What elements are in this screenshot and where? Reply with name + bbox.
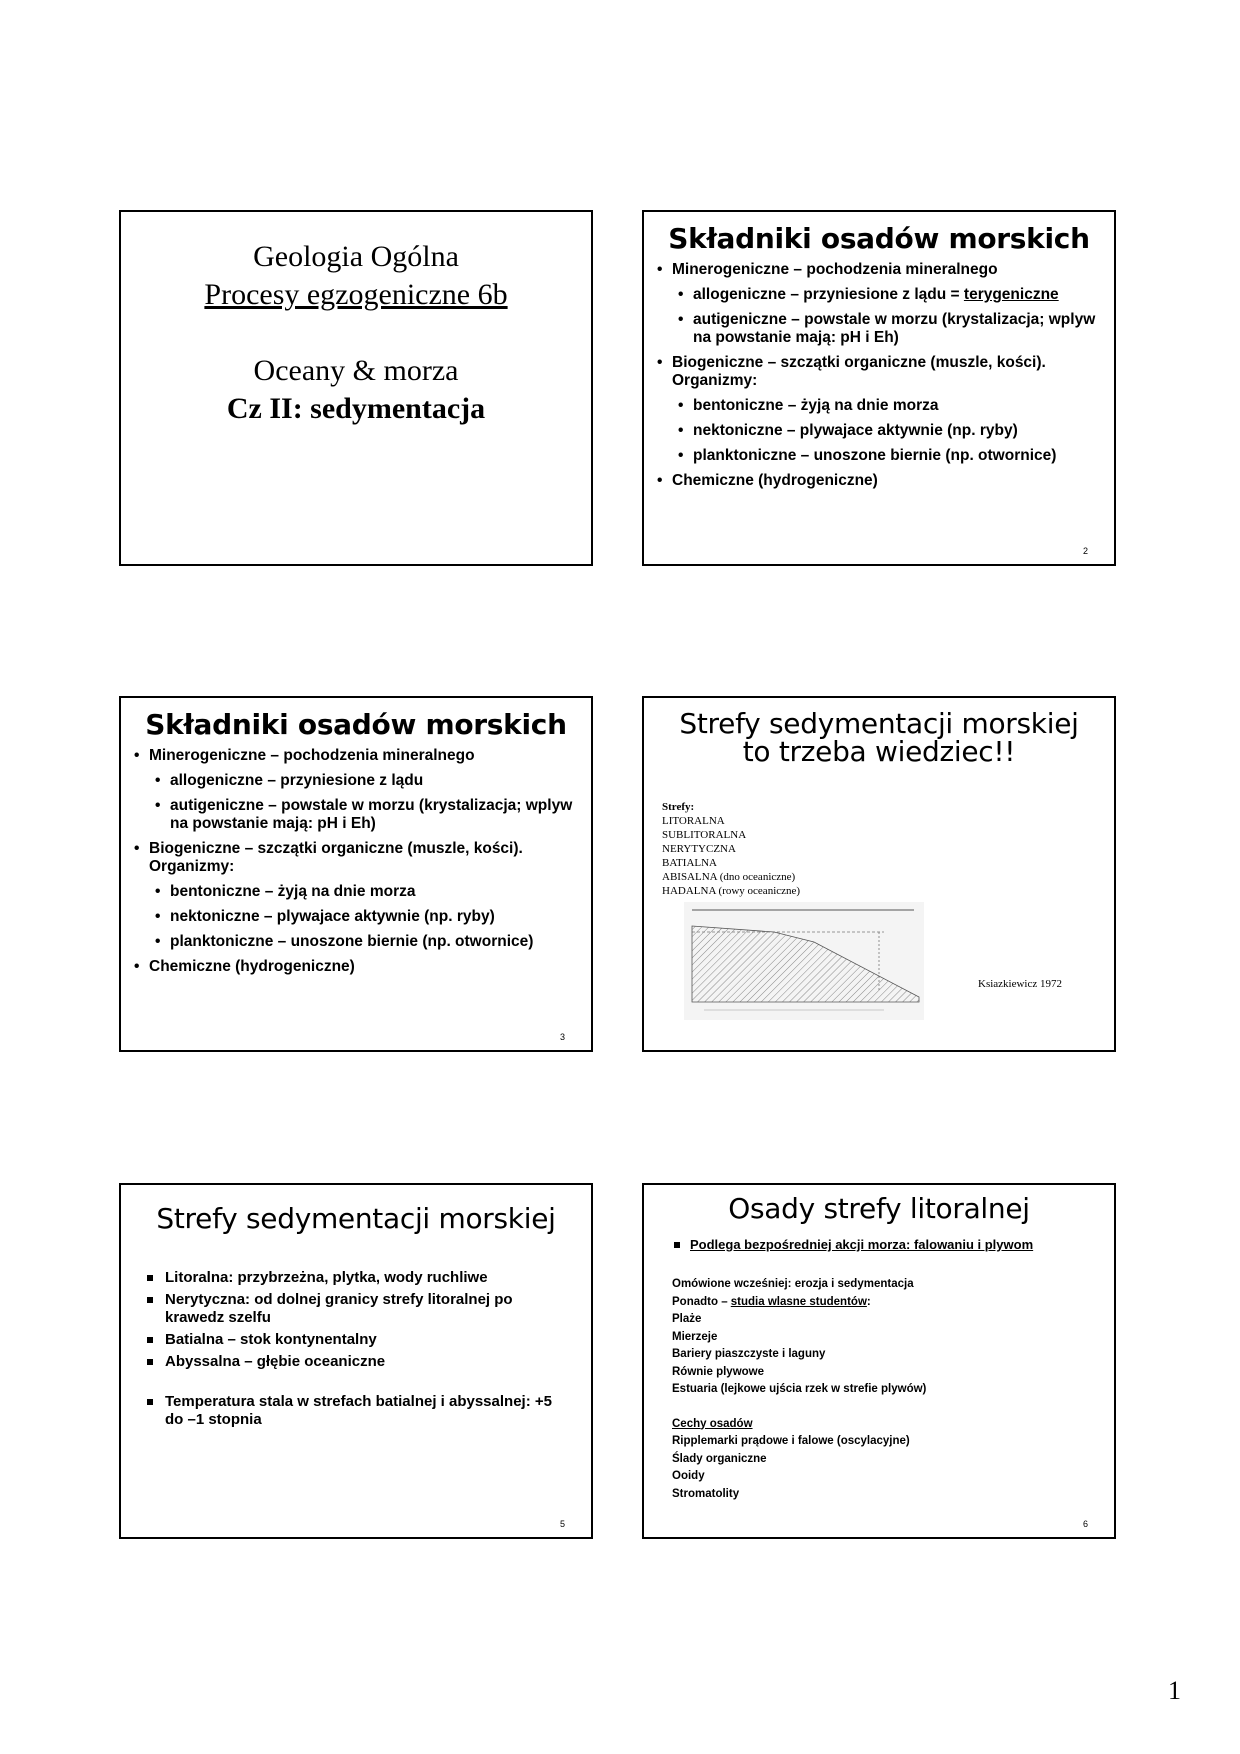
list-item: • Chemiczne (hydrogeniczne) xyxy=(149,958,581,976)
topic-title: Oceany & morza xyxy=(253,354,459,387)
lead-statement: Podlega bezpośredniej akcji morza: falowaniu i plywom xyxy=(690,1237,1114,1252)
list-item: Temperatura stala w strefach batialnej i abyssalnej: +5 do –1 stopnia xyxy=(165,1393,561,1429)
list-item: Abyssalna – głębie oceaniczne xyxy=(165,1353,561,1371)
slide-6 xyxy=(642,1183,1116,1539)
slide-4 xyxy=(642,696,1116,1052)
list-item: • planktoniczne – unoszone biernie (np. otwornice) xyxy=(170,933,581,951)
list-item: • Minerogeniczne – pochodzenia mineralnego xyxy=(672,261,1104,279)
slide-2 xyxy=(642,210,1116,566)
slide-title-line-2: to trzeba wiedziec!! xyxy=(742,735,1016,768)
features-header: Cechy osadów xyxy=(672,1417,753,1430)
list-item: • bentoniczne – żyją na dnie morza xyxy=(170,883,581,901)
list-item: • planktoniczne – unoszone biernie (np. otwornice) xyxy=(693,447,1104,465)
list-item: • allogeniczne – przyniesione z lądu = terygeniczne xyxy=(693,286,1104,304)
slide-3 xyxy=(119,696,593,1052)
list-item: Plaże xyxy=(672,1313,702,1325)
list-item: Batialna – stok kontynentalny xyxy=(165,1331,561,1349)
zone-item: SUBLITORALNA xyxy=(662,829,747,841)
slide-number: 2 xyxy=(1082,546,1088,556)
list-item: • nektoniczne – plywajace aktywnie (np. ryby) xyxy=(170,908,581,926)
list-item: Ślady organiczne xyxy=(672,1452,767,1465)
slide-number: 6 xyxy=(1082,1519,1088,1529)
zone-item: LITORALNA xyxy=(662,815,725,827)
zone-item: NERYTYCZNA xyxy=(662,843,736,855)
topics-block xyxy=(672,1276,1114,1399)
list-item: Mierzeje xyxy=(672,1330,718,1343)
list-item: Nerytyczna: od dolnej granicy strefy litoralnej po krawedz szelfu xyxy=(165,1291,561,1327)
lecture-title: Procesy egzogeniczne 6b xyxy=(204,278,508,311)
list-item: Estuaria (lejkowe ujścia rzek w strefie plywów) xyxy=(672,1383,927,1395)
bullet-list xyxy=(121,1269,591,1429)
discussed-line: Omówione wcześniej: erozja i sedymentacja xyxy=(672,1278,914,1290)
list-item: Bariery piaszczyste i laguny xyxy=(672,1348,826,1360)
part-title: Cz II: sedymentacja xyxy=(226,392,486,425)
zones-list xyxy=(662,800,1114,898)
citation: Ksiazkiewicz 1972 xyxy=(978,978,1062,990)
list-item: • Biogeniczne – szczątki organiczne (muszle, kości). Organizmy: xyxy=(149,840,581,876)
slide-title: Składniki osadów morskich xyxy=(145,708,567,741)
slide-number: 5 xyxy=(559,1519,565,1529)
page-number: 1 xyxy=(1168,1676,1181,1705)
term-terygeniczne: terygeniczne xyxy=(963,286,1059,303)
list-item: • Chemiczne (hydrogeniczne) xyxy=(672,472,1104,490)
course-title: Geologia Ogólna xyxy=(253,240,459,273)
zone-item: BATIALNA xyxy=(662,857,717,869)
slide-title-line-1: Strefy sedymentacji morskiej xyxy=(679,707,1079,740)
list-item: • Biogeniczne – szczątki organiczne (muszle, kości). Organizmy: xyxy=(672,354,1104,390)
zones-header: Strefy: xyxy=(662,801,695,813)
features-block xyxy=(672,1416,1114,1504)
slide-title: Osady strefy litoralnej xyxy=(728,1192,1030,1225)
list-item: Ooidy xyxy=(672,1470,705,1482)
zone-item: HADALNA (rowy oceaniczne) xyxy=(662,885,801,897)
slide-number: 3 xyxy=(559,1032,565,1042)
marine-zones-diagram xyxy=(684,902,924,1020)
slide-1 xyxy=(119,210,593,566)
list-item: • bentoniczne – żyją na dnie morza xyxy=(693,397,1104,415)
bullet-list xyxy=(644,261,1114,490)
list-item: Stromatolity xyxy=(672,1487,740,1500)
bullet-list xyxy=(121,747,591,976)
slide-title: Strefy sedymentacji morskiej xyxy=(156,1202,556,1235)
slide-title: Składniki osadów morskich xyxy=(668,222,1090,255)
list-item: • autigeniczne – powstale w morzu (krystalizacja; wplyw na powstanie mają: pH i Eh) xyxy=(170,797,581,833)
list-item: • allogeniczne – przyniesione z lądu xyxy=(170,772,581,790)
list-item: • Minerogeniczne – pochodzenia mineralnego xyxy=(149,747,581,765)
slide-5 xyxy=(119,1183,593,1539)
list-item: Równie plywowe xyxy=(672,1365,765,1378)
list-item: • nektoniczne – plywajace aktywnie (np. ryby) xyxy=(693,422,1104,440)
title-block xyxy=(121,238,591,428)
student-study-link: studia wlasne studentów xyxy=(730,1295,867,1308)
list-item: Ripplemarki prądowe i falowe (oscylacyjne) xyxy=(672,1435,910,1447)
list-item: • autigeniczne – powstale w morzu (krystalizacja; wplyw na powstanie mają: pH i Eh) xyxy=(693,311,1104,347)
also-line: Ponadto – studia wlasne studentów: xyxy=(672,1295,871,1308)
list-item: Litoralna: przybrzeżna, plytka, wody ruchliwe xyxy=(165,1269,561,1287)
zone-item: ABISALNA (dno oceaniczne) xyxy=(662,871,796,883)
